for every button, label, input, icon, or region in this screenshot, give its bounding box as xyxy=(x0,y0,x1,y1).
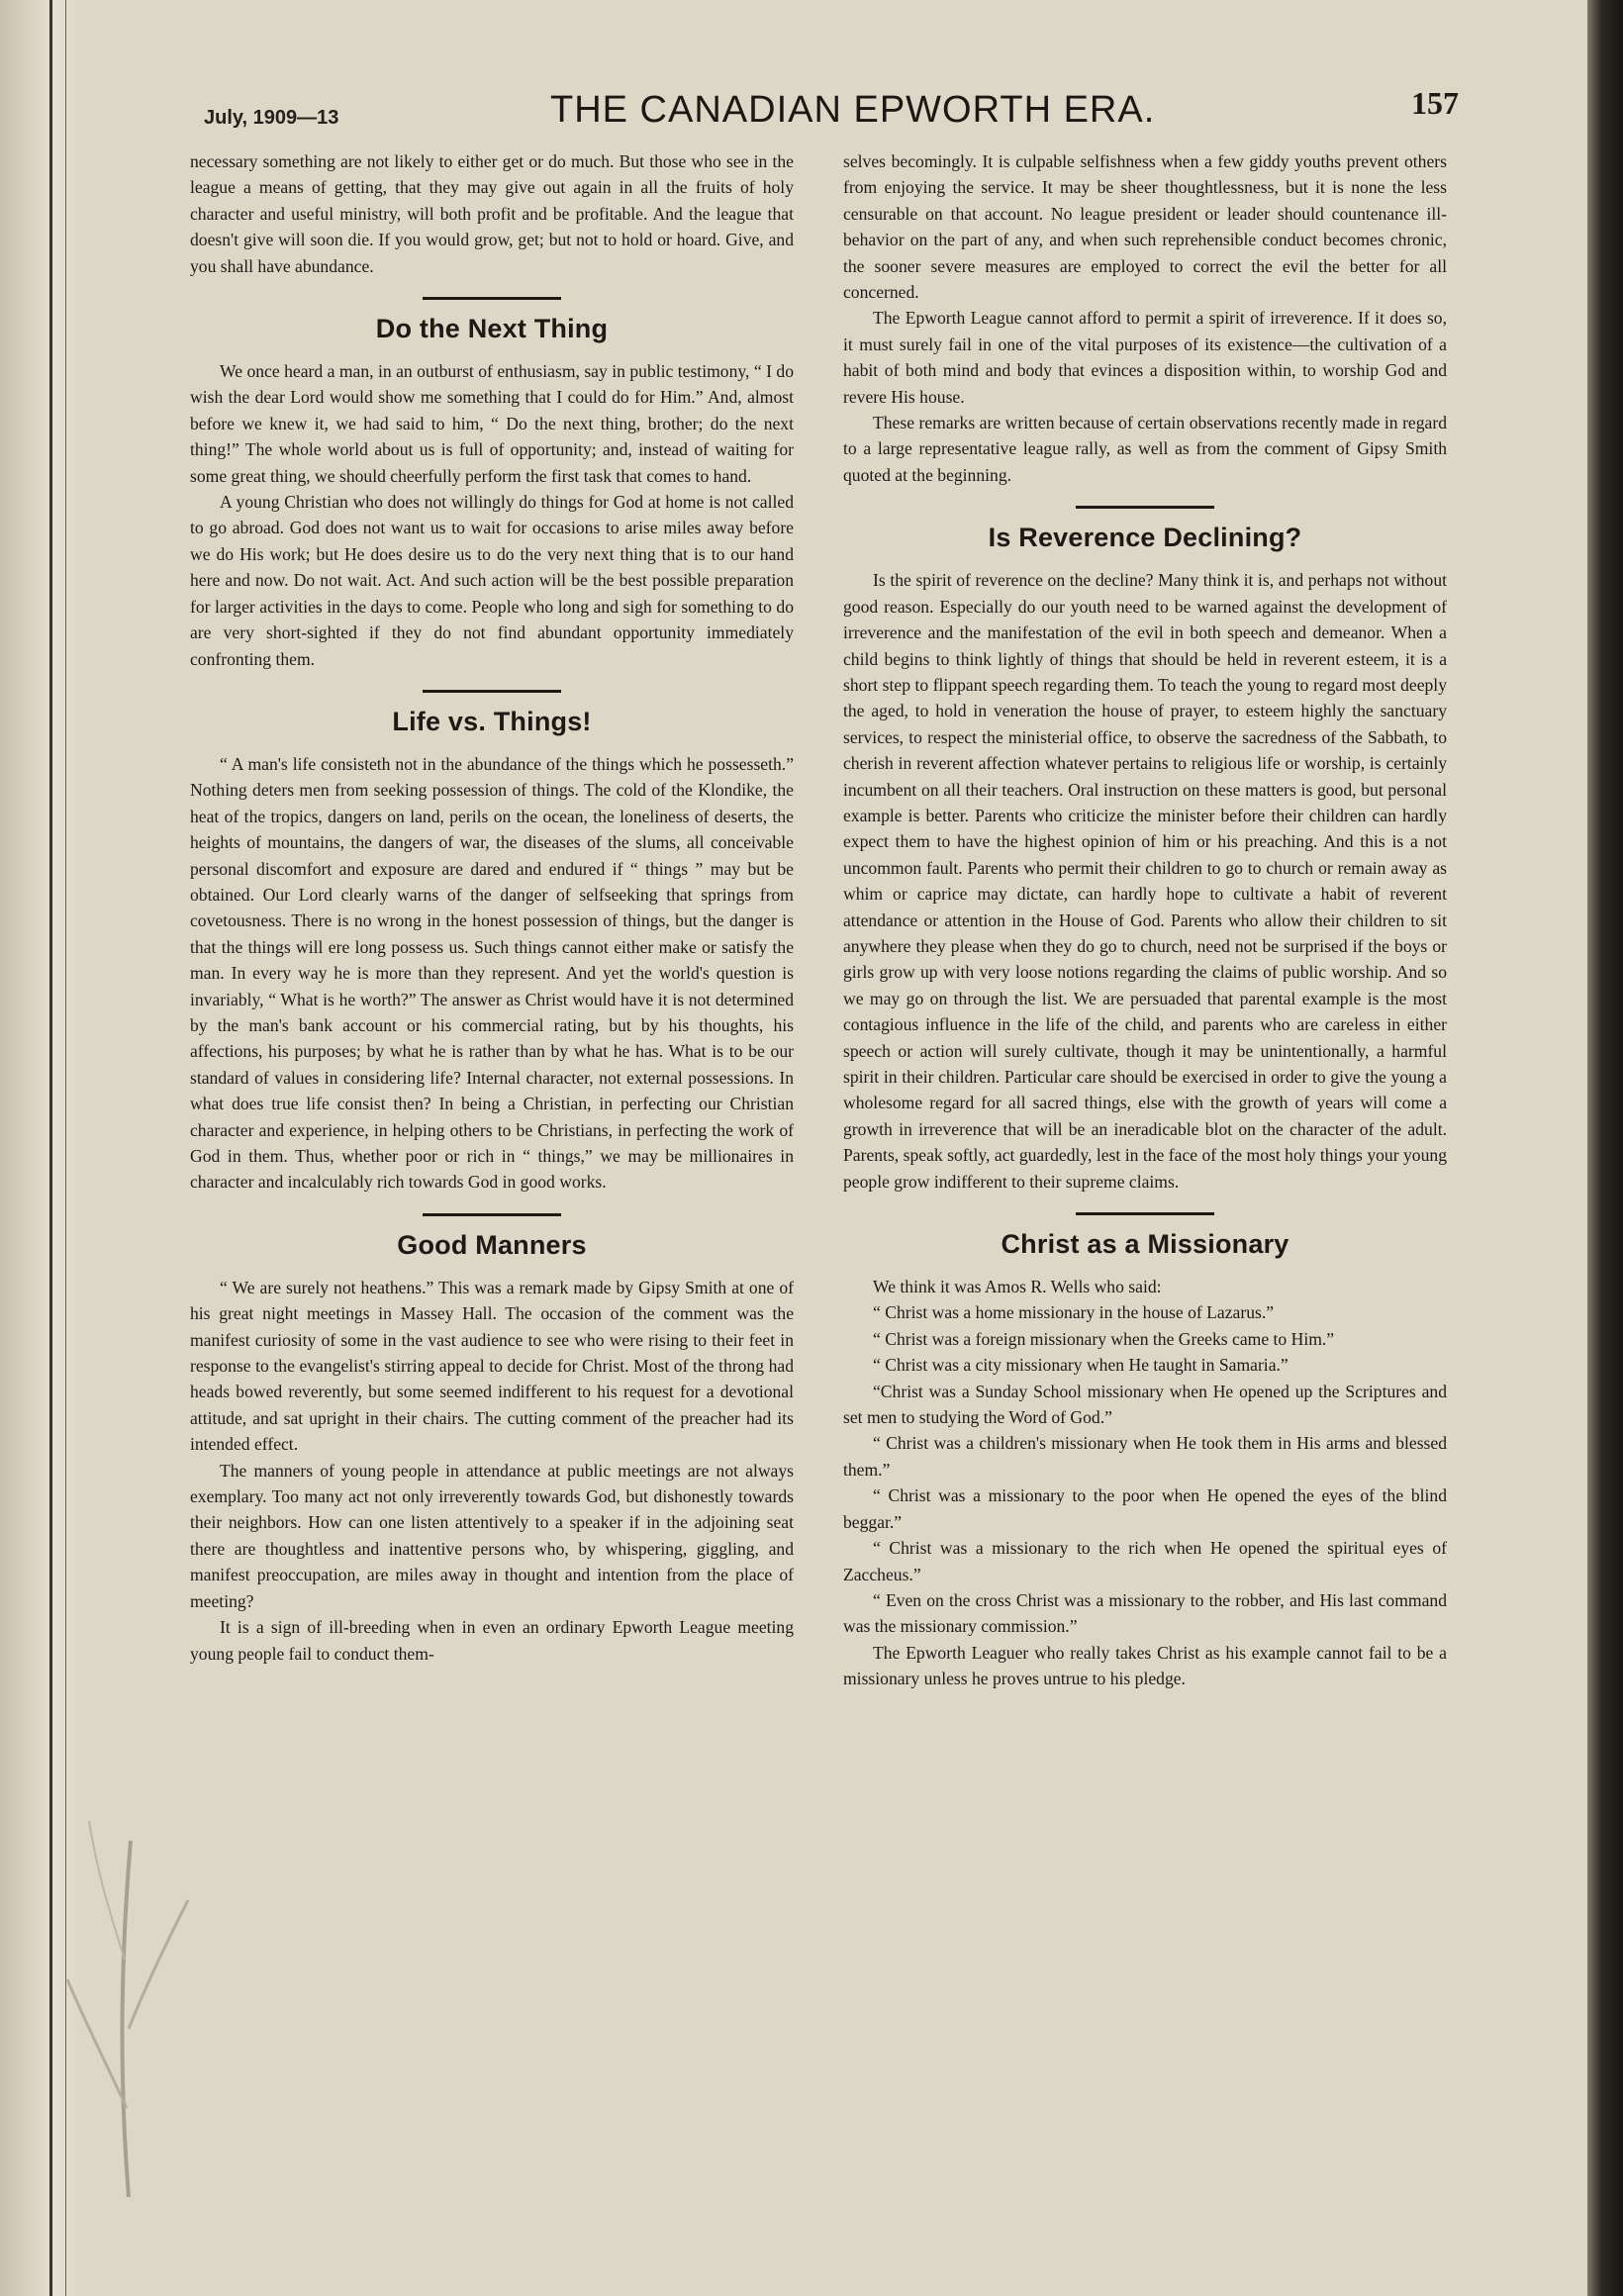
missionary-line: “ Christ was a home missionary in the house of Lazarus.” xyxy=(873,1302,1275,1323)
heading-good-manners: Good Manners xyxy=(397,1229,587,1260)
right-column xyxy=(843,148,1447,1692)
issue-date: July, 1909—13 xyxy=(204,107,339,129)
missionary-line: “ Even on the cross Christ was a missionary to the robber, and His last command was the missionary commission.” xyxy=(843,1589,1447,1637)
page-edge-shadow xyxy=(1587,0,1623,2296)
continued-paragraph-3: These remarks are written because of certain observations recently made in regard to a large representative league rally, as well as from the comment of Gipsy Smith quoted at the beginning. xyxy=(843,413,1447,485)
missionary-line: We think it was Amos R. Wells who said: xyxy=(873,1277,1162,1297)
missionary-line: “ Christ was a missionary to the rich when He opened the spiritual eyes of Zaccheus.” xyxy=(843,1538,1447,1584)
heading-life-vs-things: Life vs. Things! xyxy=(392,706,592,736)
next-thing-paragraph-2: A young Christian who does not willingly do things for God at home is not called to go abroad. God does not want us to wait for occasions to arise miles away before we do His work; but He does desire us to do the very next thing that is to our hand here and now. Do not wait. Act. And such action will be the best possible preparation for larger activities in the days to come. People who long and sigh for something to do are very short-sighted if they do not find abundant opportunity immediately confronting them. xyxy=(190,492,794,669)
good-manners-paragraph-2: The manners of young people in attendance at public meetings are not always exemplary. Too many act not only irreverently towards God, but dishonestly towards their neighbors. How can one listen attentively to a speaker if in the adjoining seat there are thoughtless and inattentive persons who, by whispering, giggling, and manifest preoccupation, are miles away in thought and intention from the place of meeting? xyxy=(190,1460,794,1611)
missionary-line: The Epworth Leaguer who really takes Christ as his example cannot fail to be a missionary unless he proves untrue to his pledge. xyxy=(843,1642,1447,1689)
reverence-paragraph: Is the spirit of reverence on the decline? Many think it is, and perhaps not without good reason. Especially do our youth need to be warned against the development of irreverence and the manifestation of the evil in both speech and demeanor. When a child begins to think lightly of things that should be held in reverent esteem, it is a short step to flippant speech regarding them. To teach the young to regard most deeply the aged, to hold in veneration the house of prayer, to esteem highly the sanctuary services, to respect the ministerial office, to observe the sacredness of the Sabbath, to cherish in reverent affection whatever pertains to religious life or worship, is certainly incumbent on all their teachers. Oral instruction on these matters is good, but personal example is better. Parents who criticize the minister before their children can hardly expect them to have the highest opinion of him or his preaching. And this is a not uncommon fault. Parents who permit their children to go to church or remain away as whim or caprice may dictate, can hardly hope to cultivate a habit of reverent attendance or attention in the House of God. Parents who allow their children to sit anywhere they please when they do go to church, need not be surprised if the boys or girls grow up with very loose notions regarding the claims of public worship. And so we may go on through the list. We are persuaded that parental example is the most contagious influence in the life of the child, and parents who are careless in either speech or action will surely cultivate, though it may be unintentionally, a harmful spirit in their children. Particular care should be exercised in order to give the young a wholesome regard for all sacred things, else with the growth of years will come a growth in irreverence that will be an ineradicable blot on the character of the adult. Parents, speak softly, act guardedly, lest in the face of the most holy things your young people grow indifferent to their supreme claims. xyxy=(843,570,1447,1192)
missionary-line: “Christ was a Sunday School missionary when He opened up the Scriptures and set men to studying the Word of God.” xyxy=(843,1381,1447,1428)
magazine-page xyxy=(174,79,1510,2276)
missionary-line: “ Christ was a city missionary when He taught in Samaria.” xyxy=(873,1355,1289,1376)
heading-is-reverence-declining: Is Reverence Declining? xyxy=(988,523,1302,553)
missionary-line: “ Christ was a children's missionary when He took them in His arms and blessed them.” xyxy=(843,1433,1447,1480)
missionary-line: “ Christ was a missionary to the poor when He opened the eyes of the blind beggar.” xyxy=(843,1485,1447,1532)
missionary-line: “ Christ was a foreign missionary when the Greeks came to Him.” xyxy=(873,1328,1335,1349)
magazine-title: THE CANADIAN EPWORTH ERA. xyxy=(550,89,1156,131)
binding-thread xyxy=(49,0,52,2296)
next-thing-paragraph-1: We once heard a man, in an outburst of enthusiasm, say in public testimony, “ I do wish the dear Lord would show me something that I could do for Him.” And, almost before we knew it, we had said to him, “ Do the next thing, brother; do the next thing!” The whole world about us is full of opportunity; and, instead of waiting for some great thing, we should cheerfully perform the first task that comes to hand. xyxy=(190,361,794,486)
good-manners-paragraph-3: It is a sign of ill-breeding when in even an ordinary Epworth League meeting young people fail to conduct them- xyxy=(190,1617,794,1664)
page-number: 157 xyxy=(1411,85,1459,121)
good-manners-paragraph-1: “ We are surely not heathens.” This was a remark made by Gipsy Smith at one of his great night meetings in Massey Hall. The occasion of the comment was the manifest curiosity of some in the vast audience to see who were rising to their feet in response to the evangelist's stirring appeal to decide for Christ. Most of the throng had heads bowed reverently, but some seemed indifferent to his request for a devotional attitude, and sat upright in their chairs. The cutting comment of the preacher had its intended effect. xyxy=(190,1277,794,1455)
left-column xyxy=(190,148,794,1667)
heading-christ-as-a-missionary: Christ as a Missionary xyxy=(1001,1229,1289,1260)
life-vs-things-paragraph: “ A man's life consisteth not in the abundance of the things which he possesseth.” Nothing deters men from seeking possession of things. The cold of the Klondike, the heat of the tropics, dangers on land, perils on the ocean, the loneliness of deserts, the heights of mountains, the dangers of war, the diseases of the slums, all conceivable personal discomfort and exposure are dared and endured if “ things ” may but be obtained. Our Lord clearly warns of the danger of selfseeking that springs from covetousness. There is no wrong in the honest possession of things, but the danger is that the things will ere long possess us. Such things cannot either make or satisfy the man. In every way he is more than they represent. And yet the world's question is invariably, “ What is he worth?” The answer as Christ would have it is not determined by the man's bank account or his commercial rating, but by his thoughts, his affections, his purposes; by what he is rather than by what he has. What is to be our standard of values in considering life? Internal character, not external possessions. In what does true life consist then? In being a Christian, in perfecting our Christian character and experience, in helping others to be Christians, in perfecting the work of God in them. Thus, whether poor or rich in “ things,” we may be millionaires in character and incalculably rich towards God in good works. xyxy=(190,753,794,1193)
continued-paragraph-2: The Epworth League cannot afford to permit a spirit of irreverence. If it does so, it must surely fail in one of the vital purposes of its existence—the cultivation of a habit of both mind and body that evinces a disposition within, to worship God and revere His house. xyxy=(843,308,1447,407)
heading-do-the-next-thing: Do the Next Thing xyxy=(375,314,609,344)
continued-paragraph: necessary something are not likely to either get or do much. But those who see in the league a means of getting, that they may give out again in all the fruits of holy character and useful ministry, will both profit and be profitable. And the league that doesn't give will soon die. If you would grow, get; but not to hold or hoard. Give, and you shall have abundance. xyxy=(190,151,794,276)
running-head xyxy=(174,79,1510,129)
continued-paragraph-1: selves becomingly. It is culpable selfishness when a few giddy youths prevent others from enjoying the service. It may be sheer thoughtlessness, but it is none the less censurable on that account. No league president or leader should countenance ill-behavior on the part of any, and when such reprehensible conduct becomes chronic, the sooner severe measures are employed to correct the evil the better for all concerned. xyxy=(843,151,1447,303)
